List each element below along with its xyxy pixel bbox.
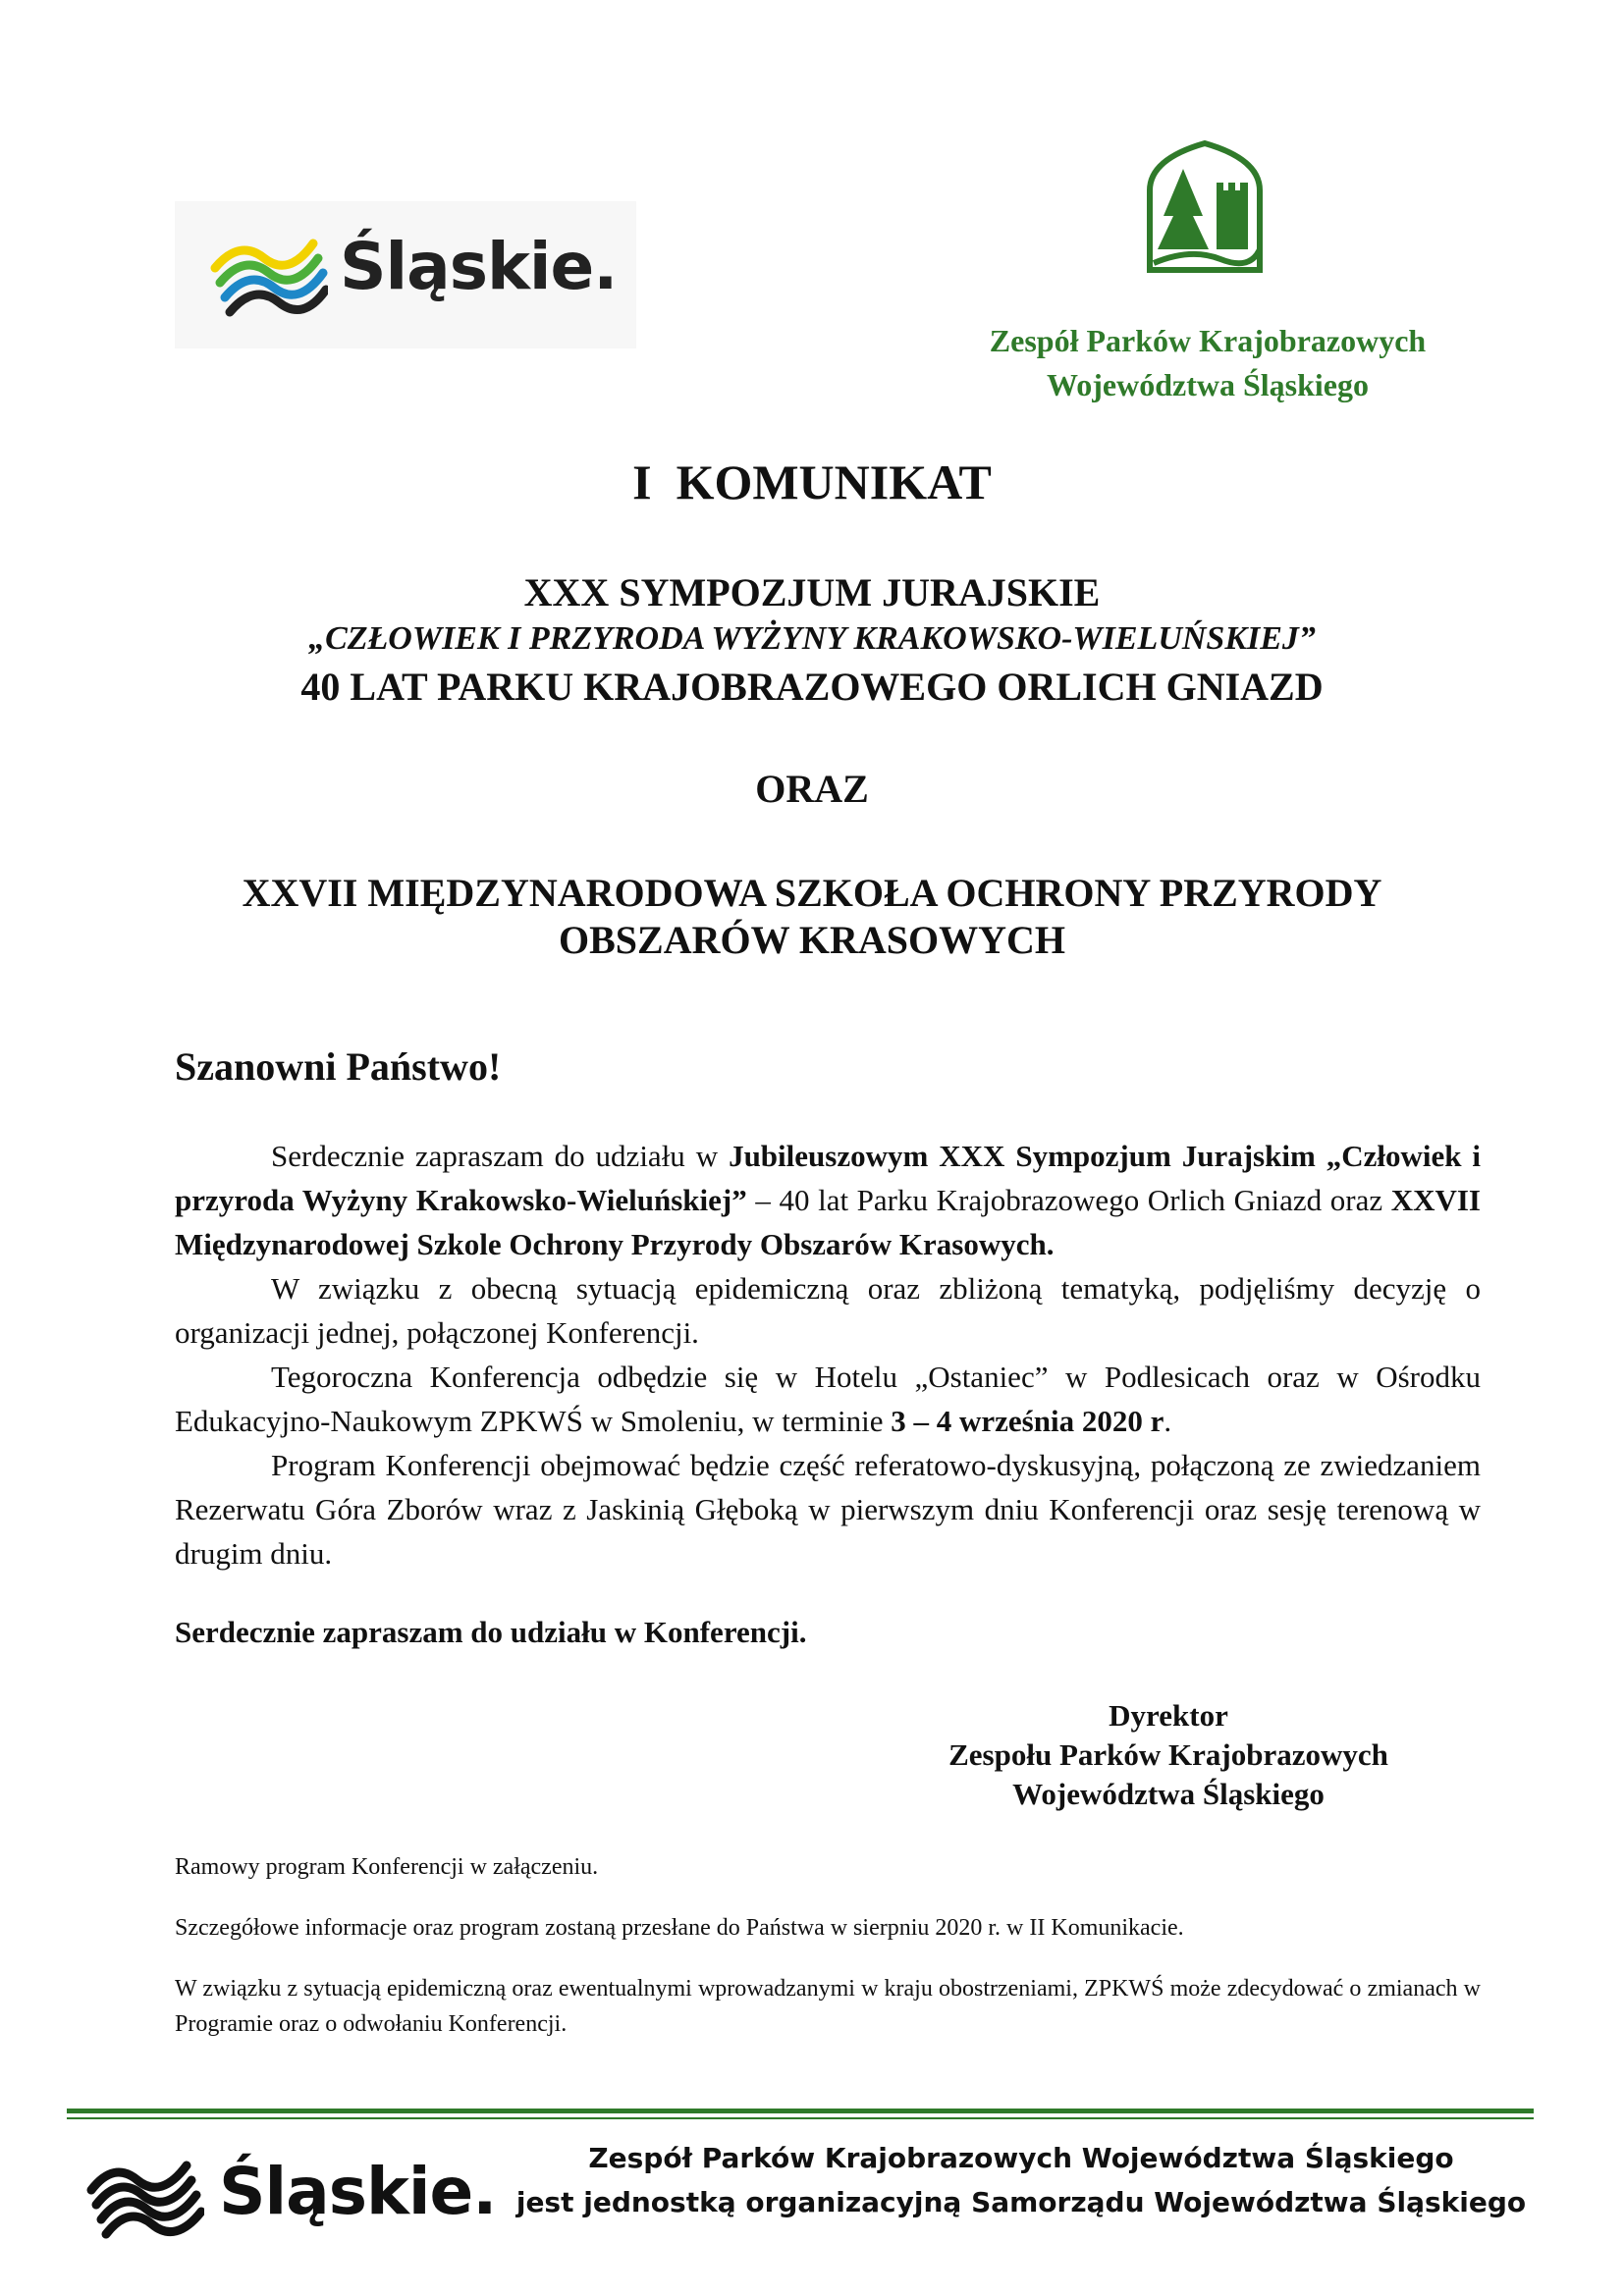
footer-line1: Zespół Parków Krajobrazowych Województwa Śląskiego (588, 2142, 1454, 2174)
signature-block (874, 1696, 1463, 1814)
signature-line2: Zespołu Parków Krajobrazowych (948, 1737, 1388, 1772)
slaskie-waves-mono-icon (86, 2146, 204, 2244)
footer-divider-thick (67, 2109, 1534, 2113)
slaskie-logo-bottom (86, 2146, 499, 2254)
closing-line: Serdecznie zapraszam do udziału w Konferencji. (175, 1615, 807, 1649)
p1-text-bold-b: Jubileuszowym XXX Sympozjum Jurajskim „Człowiek i przyroda Wyżyny Krakowsko-Wieluńskiej” (175, 1139, 1482, 1217)
p3-date-bold: 3 – 4 września 2020 r (891, 1404, 1164, 1438)
note-epidemic: W związku z sytuacją epidemiczną oraz ewentualnymi wprowadzanymi w kraju obostrzeniami, ZPKWŚ może zdecydować o zmianach w Programie oraz o odwołaniu Konferencji. (175, 1976, 1481, 2037)
slaskie-logo-top (175, 201, 636, 348)
paragraph-venue (175, 1355, 1481, 1443)
note-attachment: Ramowy program Konferencji w załączeniu. (175, 1854, 599, 1880)
oraz-heading: ORAZ (755, 767, 869, 811)
footer-line2: jest jednostką organizacyjną Samorządu Województwa Śląskiego (515, 2186, 1527, 2218)
signature-line3: Województwa Śląskiego (1012, 1777, 1325, 1811)
letter-body (175, 1134, 1481, 1575)
slaskie-waves-icon (210, 229, 328, 317)
symposium-title-line2: „CZŁOWIEK I PRZYRODA WYŻYNY KRAKOWSKO-WIELUŃSKIEJ” (308, 620, 1316, 657)
slaskie-logo-bottom-wordmark: Śląskie. (219, 2154, 497, 2229)
footer-text (511, 2136, 1532, 2224)
p1-text-bold-d: XXVII Międzynarodowej Szkole Ochrony Przyrody Obszarów Krasowych. (175, 1183, 1481, 1261)
zpk-emblem-icon (1142, 139, 1268, 277)
symposium-title-line3: 40 LAT PARKU KRAJOBRAZOWEGO ORLICH GNIAZD (300, 665, 1324, 709)
school-title-line2: OBSZARÓW KRASOWYCH (558, 918, 1065, 962)
p3-text-c: . (1164, 1404, 1172, 1438)
paragraph-program: Program Konferencji obejmować będzie część referatowo-dyskusyjną, połączoną ze zwiedzaniem Rezerwatu Góra Zborów wraz z Jaskinią Głęboką w pierwszym dniu Konferencji oraz sesję terenową w drugim dniu. (175, 1448, 1481, 1571)
note-details: Szczegółowe informacje oraz program zostaną przesłane do Państwa w sierpniu 2020 r. w II Komunikacie. (175, 1915, 1184, 1941)
footer-divider-thin (67, 2117, 1534, 2119)
page-title: I KOMUNIKAT (632, 454, 992, 509)
signature-line1: Dyrektor (1109, 1698, 1228, 1733)
paragraph-invitation (175, 1134, 1481, 1266)
school-title-line1: XXVII MIĘDZYNARODOWA SZKOŁA OCHRONY PRZYRODY (242, 871, 1382, 915)
salutation: Szanowni Państwo! (175, 1044, 502, 1089)
org-header-line2: Województwa Śląskiego (1047, 367, 1369, 402)
slaskie-logo-wordmark: Śląskie. (340, 229, 618, 304)
org-header-name (923, 319, 1492, 407)
symposium-title-line1: XXX SYMPOZJUM JURAJSKIE (523, 570, 1101, 614)
paragraph-epidemic: W związku z obecną sytuacją epidemiczną oraz zbliżoną tematyką, podjęliśmy decyzję o organizacji jednej, połączonej Konferencji. (175, 1271, 1481, 1350)
p3-text-a: Tegoroczna Konferencja odbędzie się w Hotelu „Ostaniec” w Podlesicach oraz w Ośrodku Edukacyjno-Naukowym ZPKWŚ w Smoleniu, w terminie (175, 1360, 1481, 1438)
org-header-line1: Zespół Parków Krajobrazowych (989, 323, 1427, 358)
p1-text-a: Serdecznie zapraszam do udziału w (271, 1139, 730, 1173)
p1-text-c: – 40 lat Parku Krajobrazowego Orlich Gniazd oraz (746, 1183, 1391, 1217)
